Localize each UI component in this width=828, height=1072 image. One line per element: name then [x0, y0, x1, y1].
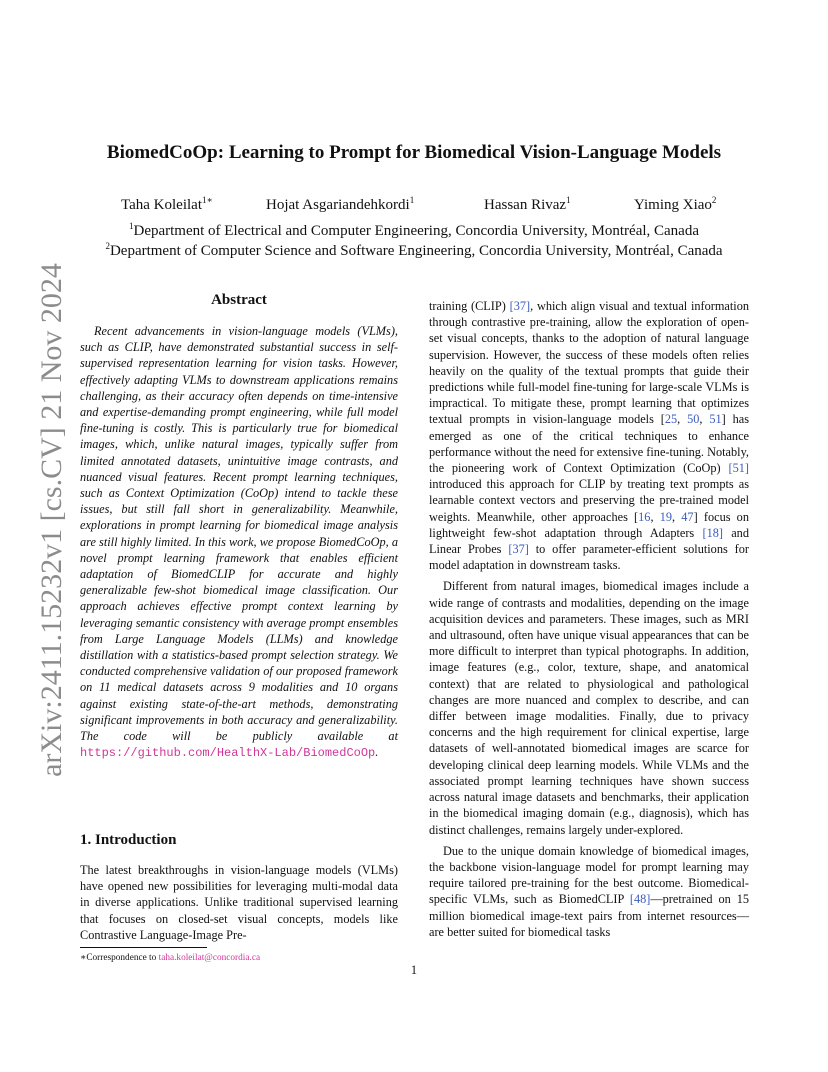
email-link[interactable]: taha.koleilat@concordia.ca — [158, 953, 261, 963]
introduction-text: The latest breakthroughs in vision-language models (VLMs) have opened new possibilities for leveraging multi-modal data in diverse applications. Unlike traditional supervised learning that focuses on closed-set visual concepts, models like Contrastive Language-Image Pre- — [80, 863, 398, 942]
citation[interactable]: 51 — [709, 412, 722, 427]
author-4: Yiming Xiao$^2$ — [634, 195, 717, 213]
citation[interactable]: [37] — [508, 542, 529, 557]
right-column — [429, 298, 749, 940]
citation[interactable]: [51] — [728, 461, 749, 476]
author-2: Hojat Asgariandehkordi$^1$ — [266, 195, 415, 213]
footnote-rule — [80, 947, 207, 948]
code-link[interactable]: https://github.com/HealthX-Lab/BiomedCoOp — [80, 746, 376, 761]
introduction-section — [80, 832, 398, 943]
paragraph-1: training (CLIP) [37], which align visual and textual information through contrastive pre-training, allow the exploration of open-set visual concepts, thanks to the adoption of natural language supervision. However, the success of these models often relies heavily on the quality of the textual prompts that guide their predictions while full-model fine-tuning for large-scale VLMs is impractical. To mitigate these, prompt learning that optimizes textual prompts in vision-language models [25, 50, 51] has emerged as one of the critical techniques to enhance performance without the need for extensive fine-tuning. Notably, the pioneering work of Context Optimization (CoOp) [51] introduced this approach for CLIP by treating text prompts as learnable context vectors and preserving the pre-trained model weights. Meanwhile, other approaches [16, 19, 47] focus on lightweight few-shot adaptation through Adapters [18] and Linear Probes [37] to offer parameter-efficient solutions for model adaptation in downstream tasks. — [429, 299, 750, 573]
paragraph-3: Due to the unique domain knowledge of biomedical images, the backbone vision-language model for prompt learning may require tailored pre-training for the best outcome. Biomedical-specific VLMs, such as BiomedCLIP [48]—pretrained on 15 million biomedical image-text pairs from internet resources—are better suited for biomedical tasks — [429, 843, 749, 939]
citation[interactable]: [48] — [629, 892, 651, 907]
arxiv-identifier: arXiv:2411.15232v1 [cs.CV] 21 Nov 2024 — [35, 263, 68, 777]
citation[interactable]: 47 — [681, 509, 694, 524]
citation[interactable]: 50 — [687, 412, 700, 427]
footnote: ∗Correspondence to taha.koleilat@concordia.ca — [80, 953, 261, 963]
paragraph-2: Different from natural images, biomedical images include a wide range of contrasts and modalities, depending on the image acquisition devices and parameters. These images, such as MRI and ultrasound, often have unique visual appearances that can be more difficult to interpret than typical photographs. In addition, image features (e.g., color, texture, shape, and anatomical context) that are related to physiological and pathological changes are more nuanced and complex to describe, and can differ between image modalities. Finally, due to privacy concerns and the high requirement for clinical expertise, large datasets of well-annotated biomedical images are scarce for developing clinical deep learning models. While VLMs and the associated prompt learning techniques have shown success across natural image datasets and benchmarks, their application in the biomedical imaging domain (e.g., diagnosis), which has distinct challenges, remains largely under-explored. — [429, 579, 749, 837]
introduction-heading: 1. Introduction — [80, 832, 177, 848]
abstract-heading: Abstract — [211, 292, 267, 308]
citation[interactable]: 16 — [638, 509, 651, 524]
abstract-section — [80, 292, 398, 761]
abstract-text: Recent advancements in vision-language models (VLMs), such as CLIP, have demonstrated substantial success in self-supervised representation learning for vision tasks. However, effectively adapting VLMs to downstream applications remains challenging, as their accuracy often depends on time-intensive and expertise-demanding prompt engineering, while full model fine-tuning is costly. This is particularly true for biomedical images, which, unlike natural images, typically suffer from limited annotated datasets, unintuitive image contrasts, and nuanced visual features. Recent prompt learning techniques, such as Context Optimization (CoOp) intend to tackle these issues, but still fall short in generalizability. Meanwhile, explorations in prompt learning for biomedical image analysis are still highly limited. In this work, we propose BiomedCoOp, a novel prompt learning framework that enables efficient adaptation of BiomedCLIP for accurate and highly generalizable few-shot biomedical image classification. Our approach achieves effective prompt context learning by leveraging semantic consistency with average prompt ensembles from Large Language Models (LLMs) and knowledge distillation with a statistics-based prompt selection strategy. We conducted comprehensive validation of our proposed framework on 11 medical datasets across 9 modalities and 10 organs against existing state-of-the-art methods, demonstrating significant improvements in both accuracy and generalizability. The code will be publicly available at https://github.com/HealthX-Lab/BiomedCoOp. — [80, 324, 398, 761]
affiliation-2: $^2$Department of Computer Science and Software Engineering, Concordia University, Montréal, Canada — [105, 241, 723, 259]
affiliation-1: $^1$Department of Electrical and Computer Engineering, Concordia University, Montréal, Canada — [128, 221, 699, 239]
author-1: Taha Koleilat$^{1∗}$ — [121, 195, 213, 213]
paper-title: BiomedCoOp: Learning to Prompt for Biomedical Vision-Language Models — [106, 142, 722, 163]
citation[interactable]: [18] — [702, 525, 723, 540]
citation[interactable]: 25 — [664, 412, 678, 427]
author-3: Hassan Rivaz$^1$ — [484, 195, 571, 213]
citation[interactable]: [37] — [509, 299, 531, 313]
citation[interactable]: 19 — [659, 509, 673, 524]
page-number: 1 — [410, 963, 418, 977]
